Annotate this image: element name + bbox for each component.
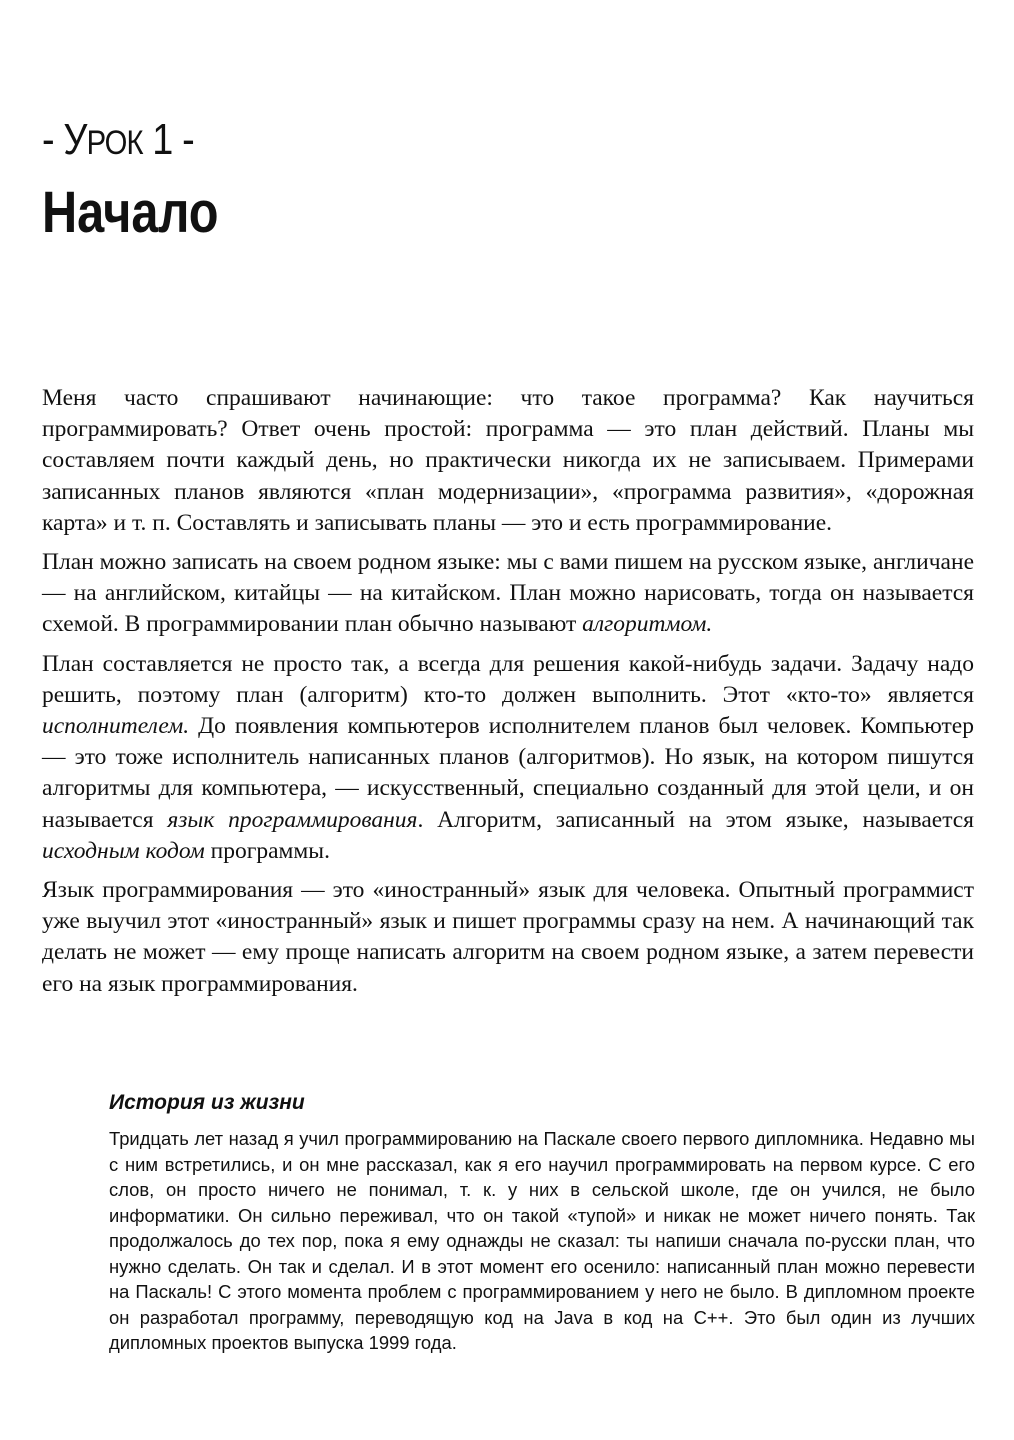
term-source-code: исходным кодом [42, 837, 205, 864]
paragraph-2-text: План можно записать на своем родном языке: мы с вами пишем на русском языке, англичане — на английском, китайцы — на китайском. План можно нарисовать, тогда он называется схемой. В программировании план обычно называют [42, 549, 974, 638]
sidebar-title: История из жизни [109, 1091, 305, 1114]
lesson-label [42, 110, 194, 173]
paragraph-3-text-d: программы. [204, 837, 330, 864]
sidebar-text: Тридцать лет назад я учил программированию на Паскале своего первого дипломника. Недавно мы с ним встретились, и он мне рассказал, как я его научил программировать на первом курсе. С его слов, он просто ничего не понимал, т. к. у них в сельской школе, где он учился, не было информатики. Он сильно переживал, что он такой «тупой» и никак не может ничего понять. Так продолжалось до тех пор, пока я ему однажды не сказал: ты напиши сначала по-русски план, что нужно сделать. Он так и сделал. И в этот момент его осенило: написанный план можно перевести на Паскаль! С этого момента проблем с программированием у него не было. В дипломном проекте он разработал программу, переводящую код на Java в код на C++. Это был один из лучших дипломных проектов выпуска 1999 года. [109, 1128, 975, 1353]
paragraph-3-text-b: До появления компьютеров исполнителем планов был человек. Компьютер — это тоже исполнитель написанных планов (алгоритмов). Но язык, на котором пишутся алгоритмы для компьютера, — искусственный, специально созданный для этой цели, и он называется [42, 713, 974, 833]
lesson-word: РОК [86, 124, 143, 162]
paragraph-4: Язык программирования — это «иностранный» язык для человека. Опытный программист уже выучил этот «иностранный» язык и пишет программы сразу на нем. А начинающий так делать не может — ему проще написать алгоритм на своем родном языке, а затем перевести его на язык программирования. [42, 877, 974, 997]
term-algorithm: алгоритмом. [582, 611, 713, 638]
paragraph-3-text-c: . Алгоритм, записанный на этом языке, называется [417, 806, 974, 833]
sidebar-story [109, 1090, 975, 1356]
paragraph-2 [42, 547, 974, 641]
term-executor: исполнителем. [42, 713, 190, 740]
paragraph-3-text-a: План составляется не просто так, а всегда для решения какой-нибудь задачи. Задачу надо решить, поэтому план (алгоритм) кто-то должен выполнить. Этот «кто-то» является [42, 650, 974, 708]
lesson-initial: У [63, 115, 87, 164]
lesson-prefix: - [42, 115, 64, 164]
main-text [42, 383, 974, 1008]
chapter-title: Начало [42, 180, 219, 245]
paragraph-1: Меня часто спрашивают начинающие: что такое программа? Как научиться программировать? Ответ очень простой: программа — это план действий. Планы мы составляем почти каждый день, но практически никогда их не записываем. Примерами записанных планов являются «план модернизации», «программа развития», «дорожная карта» и т. п. Составлять и записывать планы — это и есть программирование. [42, 385, 974, 536]
lesson-number: 1 - [142, 115, 194, 164]
paragraph-3 [42, 649, 974, 867]
term-programming-language: язык программирования [167, 806, 418, 833]
